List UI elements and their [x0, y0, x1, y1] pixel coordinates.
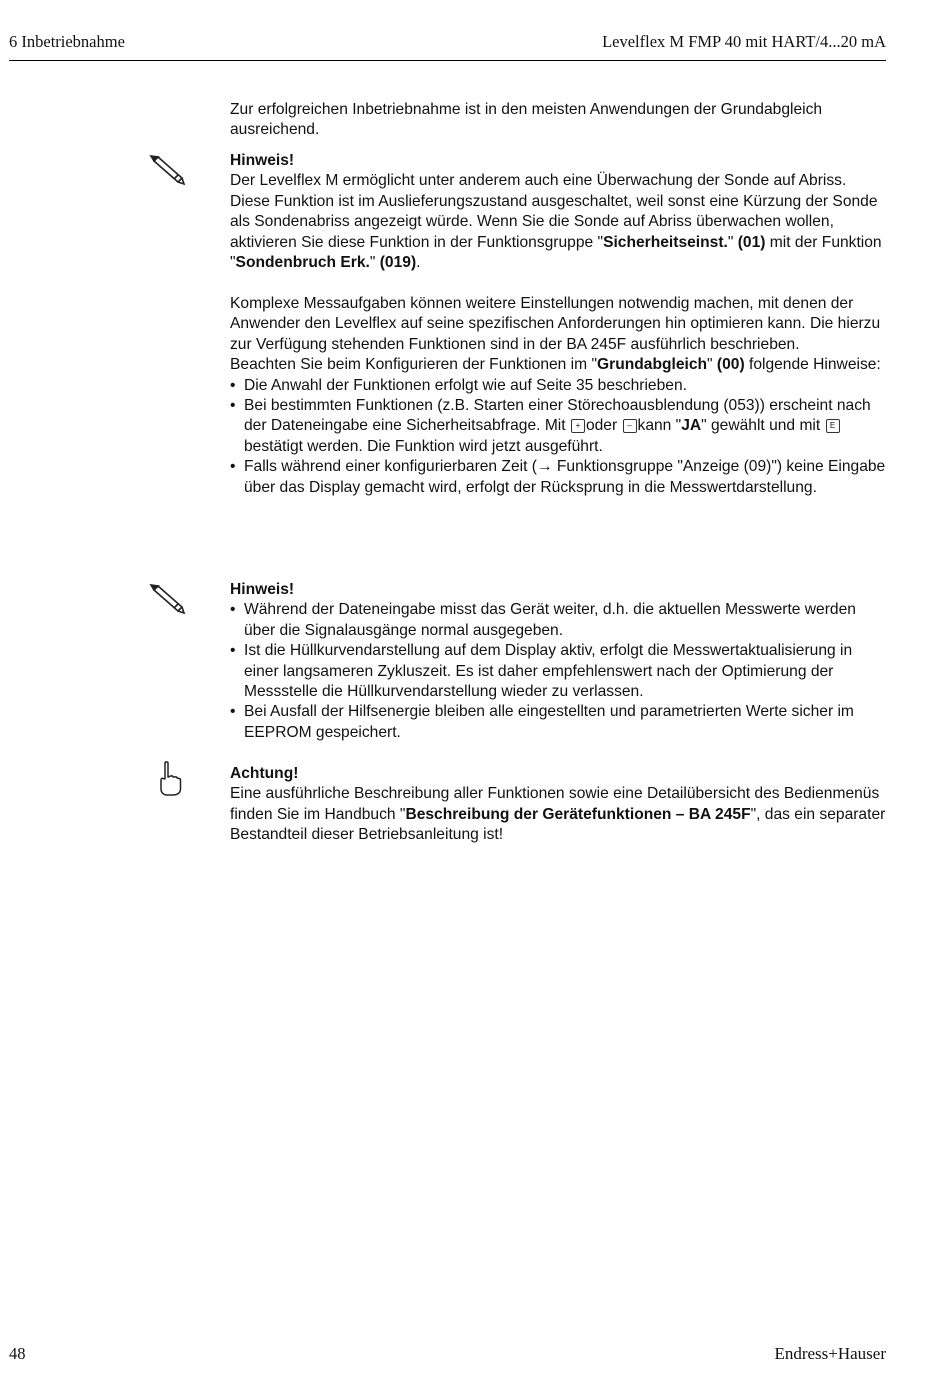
list-item: • Bei Ausfall der Hilfsenergie bleiben alle eingestellten und parametrierten Werte sicher im EEPROM gespeichert. [230, 702, 890, 743]
complex-para-2: Beachten Sie beim Konfigurieren der Funktionen im "Grundabgleich" (00) folgende Hinweise: [230, 356, 881, 374]
page-number: 48 [9, 1344, 26, 1363]
pencil-icon [148, 152, 188, 192]
header-chapter: 6 Inbetriebnahme [9, 32, 125, 51]
caution-title: Achtung! [230, 765, 299, 782]
caution-section [230, 764, 890, 846]
note-2-title: Hinweis! [230, 581, 295, 598]
brand-logo: Endress+Hauser [774, 1344, 886, 1363]
intro-paragraph [230, 100, 890, 141]
list-item: • Falls während einer konfigurierbaren Zeit (→ Funktionsgruppe "Anzeige (09)") keine Eingabe über das Display gemacht wird, erfolgt der Rücksprung in die Messwertdarstellung. [230, 457, 890, 498]
header-rule [9, 60, 886, 61]
list-item: • Die Anwahl der Funktionen erfolgt wie auf Seite 35 beschrieben. [230, 376, 890, 396]
note-1 [230, 151, 890, 273]
note-2-list [230, 600, 890, 743]
note-1-text: Der Levelflex M ermöglicht unter anderem auch eine Überwachung der Sonde auf Abriss. Diese Funktion ist im Auslieferungszustand ausgeschaltet, weil sonst eine Kürzung der Sonde als Sondenabriss angezeigt würde. Wenn Sie die Sonde auf Abriss überwachen wollen, aktivieren Sie diese Funktion in der Funktionsgruppe "Sicherheitseinst." (01) mit der Funktion "Sondenbruch Erk." (019). [230, 172, 882, 272]
header-product: Levelflex M FMP 40 mit HART/4...20 mA [602, 32, 886, 51]
note-1-title: Hinweis! [230, 152, 295, 169]
complex-list [230, 376, 890, 498]
plus-key-icon: + [571, 419, 585, 433]
list-item: • Bei bestimmten Funktionen (z.B. Starten einer Störechoausblendung (053)) erscheint nach der Dateneingabe eine Sicherheitsabfrage. Mit + oder – kann "JA" gewählt und mit E bestätigt werden. Die Funktion wird jetzt ausgeführt. [230, 396, 890, 457]
intro-text: Zur erfolgreichen Inbetriebnahme ist in den meisten Anwendungen der Grundabgleich ausreichend. [230, 101, 823, 139]
note-2 [230, 580, 890, 743]
complex-section [230, 294, 890, 498]
enter-key-icon: E [826, 419, 840, 433]
list-item: • Ist die Hüllkurvendarstellung auf dem Display aktiv, erfolgt die Messwertaktualisierung in einer langsameren Zykluszeit. Es ist daher empfehlenswert nach der Optimierung der Messstelle die Hüllkurvendarstellung wieder zu verlassen. [230, 641, 890, 702]
complex-para-1: Komplexe Messaufgaben können weitere Einstellungen notwendig machen, mit denen der Anwender den Levelflex auf seine spezifischen Anforderungen hin optimieren kann. Die hierzu zur Verfügung stehenden Funktionen sind in der BA 245F ausführlich beschrieben. [230, 295, 881, 353]
minus-key-icon: – [623, 419, 637, 433]
pointing-hand-icon [152, 760, 192, 800]
pencil-icon [148, 581, 188, 621]
list-item: • Während der Dateneingabe misst das Gerät weiter, d.h. die aktuellen Messwerte werden über die Signalausgänge normal ausgegeben. [230, 600, 890, 641]
caution-text: Eine ausführliche Beschreibung aller Funktionen sowie eine Detailübersicht des Bedienmenüs finden Sie im Handbuch "Beschreibung der Gerätefunktionen – BA 245F", das ein separater Bestandteil dieser Betriebsanleitung ist! [230, 785, 886, 844]
